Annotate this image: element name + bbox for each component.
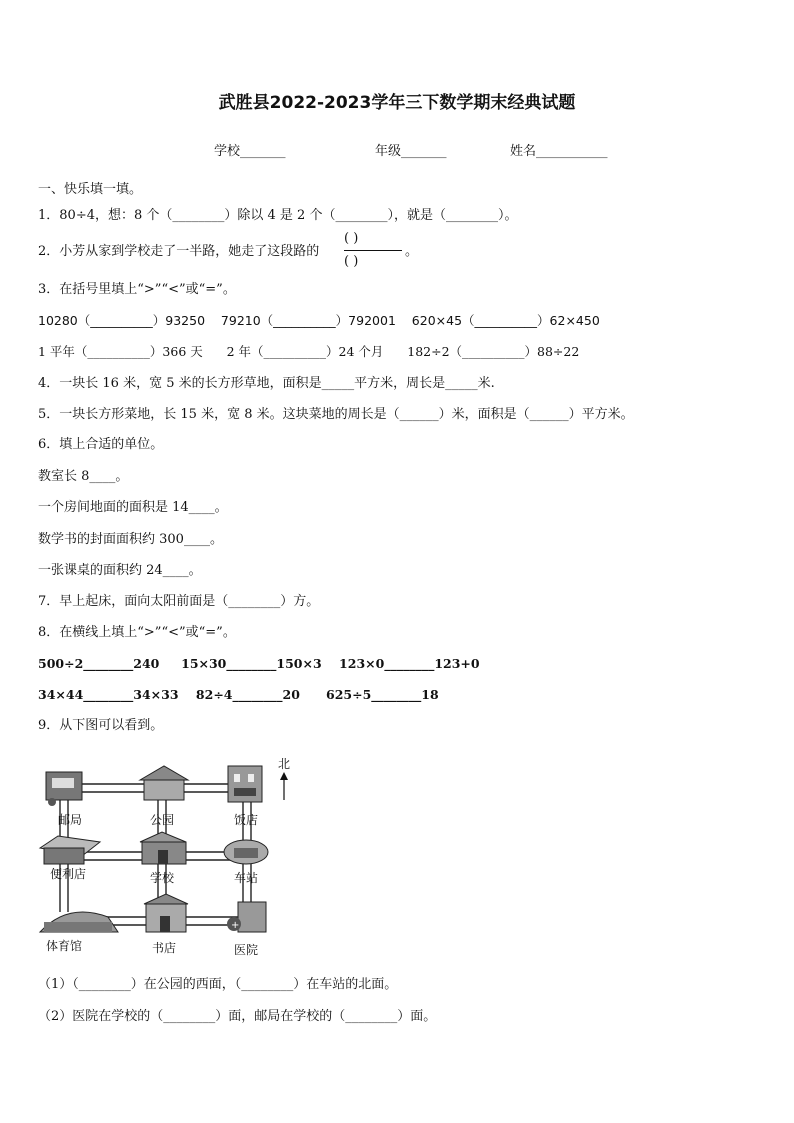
grade-field: 年级_______ [375, 144, 447, 159]
question-2-end: 。 [405, 244, 419, 259]
map-label-convenience-store: 便利店 [50, 867, 87, 881]
town-map [38, 752, 298, 962]
question-3: 3．在括号里填上“>”“<”或“=”。 [38, 282, 236, 297]
question-6-b: 一个房间地面的面积是 14____。 [38, 500, 228, 515]
bookstore-icon [144, 894, 188, 932]
restaurant-icon [228, 766, 262, 802]
school-field: 学校_______ [214, 144, 286, 159]
question-9-part-1: （1）（________）在公园的西面，（________）在车站的北面。 [38, 977, 398, 992]
fraction-numerator: ( ) [344, 231, 359, 246]
map-label-restaurant: 饭店 [234, 813, 259, 827]
question-8-row-2: 34×44________34×33 82÷4________20 625÷5________18 [38, 687, 439, 702]
map-label-park: 公园 [150, 813, 175, 827]
question-8-row-1: 500÷2________240 15×30________150×3 123×0________123+0 [38, 656, 480, 671]
question-3-row-2: 1 平年（__________）366 天 2 年（__________）24 个月 182÷2（__________）88÷22 [38, 344, 580, 359]
map-label-bookstore: 书店 [152, 941, 177, 955]
map-label-hospital: 医院 [234, 943, 259, 957]
post-office-icon [46, 772, 82, 806]
question-8: 8．在横线上填上“>”“<”或“=”。 [38, 625, 236, 640]
fraction-blank [344, 231, 404, 271]
question-6-d: 一张课桌的面积约 24____。 [38, 563, 202, 578]
station-icon [224, 840, 268, 864]
school-label: 学校 [214, 144, 241, 159]
question-5: 5．一块长方形菜地，长 15 米，宽 8 米。这块菜地的周长是（______）米，面积是（______）平方米。 [38, 407, 634, 422]
north-label: 北 [278, 757, 291, 771]
question-6: 6．填上合适的单位。 [38, 437, 164, 452]
question-7: 7．早上起床，面向太阳前面是（________）方。 [38, 594, 320, 609]
name-label: 姓名 [510, 144, 537, 159]
question-9-part-2: （2）医院在学校的（________）面，邮局在学校的（________）面。 [38, 1009, 437, 1024]
north-arrow-icon [280, 772, 288, 800]
grade-label: 年级 [375, 144, 402, 159]
question-4: 4．一块长 16 米，宽 5 米的长方形草地，面积是_____平方米，周长是_____米. [38, 376, 495, 391]
fraction-denominator: ( ) [344, 254, 359, 269]
question-6-a: 教室长 8____。 [38, 469, 129, 484]
school-icon [140, 832, 186, 864]
map-label-post-office: 邮局 [58, 813, 83, 827]
svg-text:+: + [231, 920, 240, 931]
name-field: 姓名___________ [510, 144, 608, 159]
park-icon [140, 766, 188, 800]
question-9: 9．从下图可以看到。 [38, 718, 164, 733]
fraction-bar [344, 250, 402, 251]
question-3-row-1: 10280（__________）93250 79210（__________）792001 620×45（__________）62×450 [38, 313, 600, 328]
question-6-c: 数学书的封面面积约 300____。 [38, 532, 223, 547]
map-label-station: 车站 [234, 871, 259, 885]
question-1: 1．80÷4，想：8 个（________）除以 4 是 2 个（________），就是（________）。 [38, 208, 518, 223]
section-heading: 一、快乐填一填。 [38, 182, 143, 197]
question-2: 2．小芳从家到学校走了一半路，她走了这段路的 [38, 244, 320, 259]
page-title: 武胜县2022-2023学年三下数学期末经典试题 [218, 93, 576, 113]
map-label-stadium: 体育馆 [46, 939, 83, 953]
map-label-school: 学校 [150, 871, 175, 885]
stadium-icon [40, 912, 118, 932]
